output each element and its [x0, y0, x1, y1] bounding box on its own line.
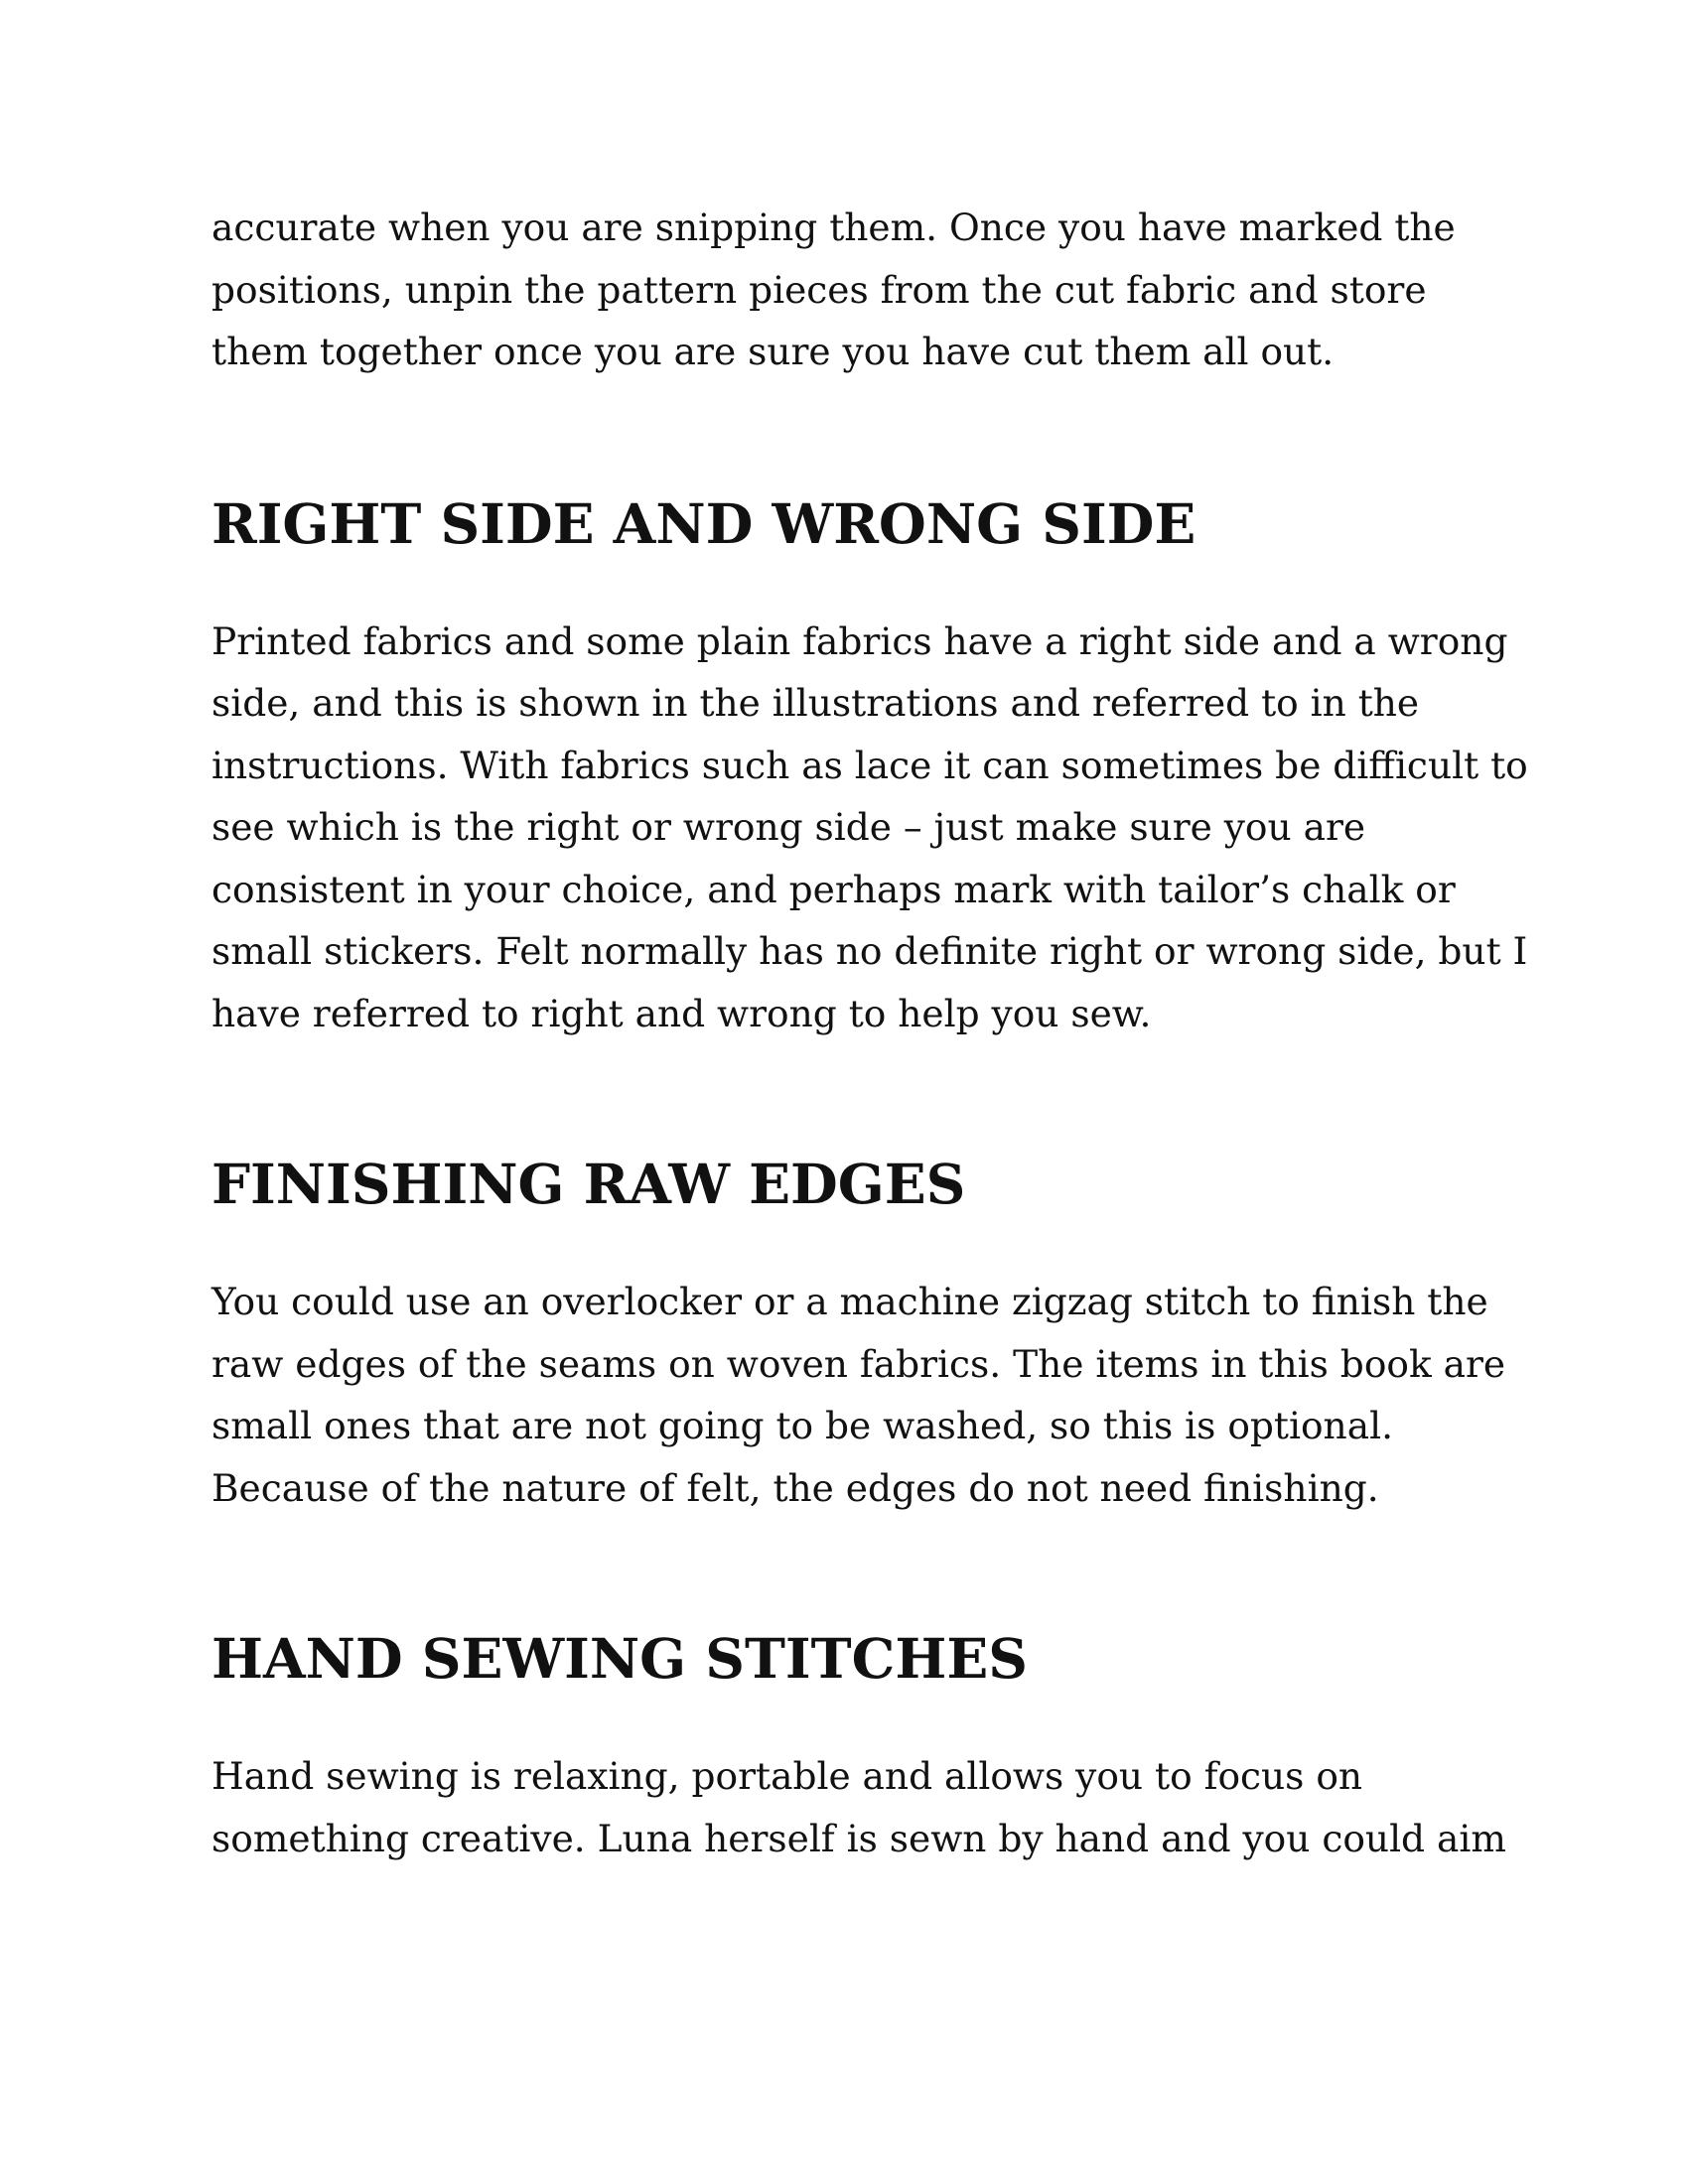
section-paragraph-hand-sewing-stitches [211, 1745, 1506, 1869]
section-paragraph-finishing-raw-edges [211, 1271, 1506, 1519]
paragraph-line: Because of the nature of felt, the edges do not need finishing. [211, 1465, 1379, 1510]
section-heading-hand-sewing-stitches: HAND SEWING STITCHES [211, 1626, 1028, 1691]
paragraph-line: Printed fabrics and some plain fabrics have a right side and a wrong [211, 618, 1508, 663]
paragraph-line: them together once you are sure you have cut them all out. [211, 330, 1335, 373]
section-heading-right-side-wrong-side: RIGHT SIDE AND WRONG SIDE [211, 490, 1196, 556]
paragraph-line: instructions. With fabrics such as lace it can sometimes be difficult to [211, 743, 1528, 787]
document-page [211, 197, 1528, 1869]
section-heading-finishing-raw-edges: FINISHING RAW EDGES [211, 1152, 966, 1216]
paragraph-line: accurate when you are snipping them. Once you have marked the [211, 205, 1456, 249]
paragraph-line: consistent in your choice, and perhaps mark with tailor’s chalk or [211, 867, 1456, 911]
paragraph-line: have referred to right and wrong to help you sew. [211, 991, 1152, 1035]
paragraph-line: side, and this is shown in the illustrations and referred to in the [211, 681, 1420, 725]
paragraph-line: something creative. Luna herself is sewn by hand and you could aim [211, 1816, 1506, 1860]
paragraph-line: Hand sewing is relaxing, portable and allows you to focus on [211, 1754, 1363, 1798]
paragraph-line: small stickers. Felt normally has no definite right or wrong side, but I [211, 929, 1528, 973]
paragraph-line: positions, unpin the pattern pieces from the cut fabric and store [211, 267, 1427, 312]
paragraph-line: small ones that are not going to be washed, so this is optional. [211, 1404, 1393, 1447]
paragraph-line: see which is the right or wrong side – just make sure you are [211, 805, 1366, 849]
intro-paragraph [211, 197, 1502, 383]
section-paragraph-right-side-wrong-side [211, 611, 1528, 1045]
paragraph-line: raw edges of the seams on woven fabrics. The items in this book are [211, 1341, 1506, 1386]
paragraph-line: You could use an overlocker or a machine zigzag stitch to finish the [211, 1280, 1488, 1323]
